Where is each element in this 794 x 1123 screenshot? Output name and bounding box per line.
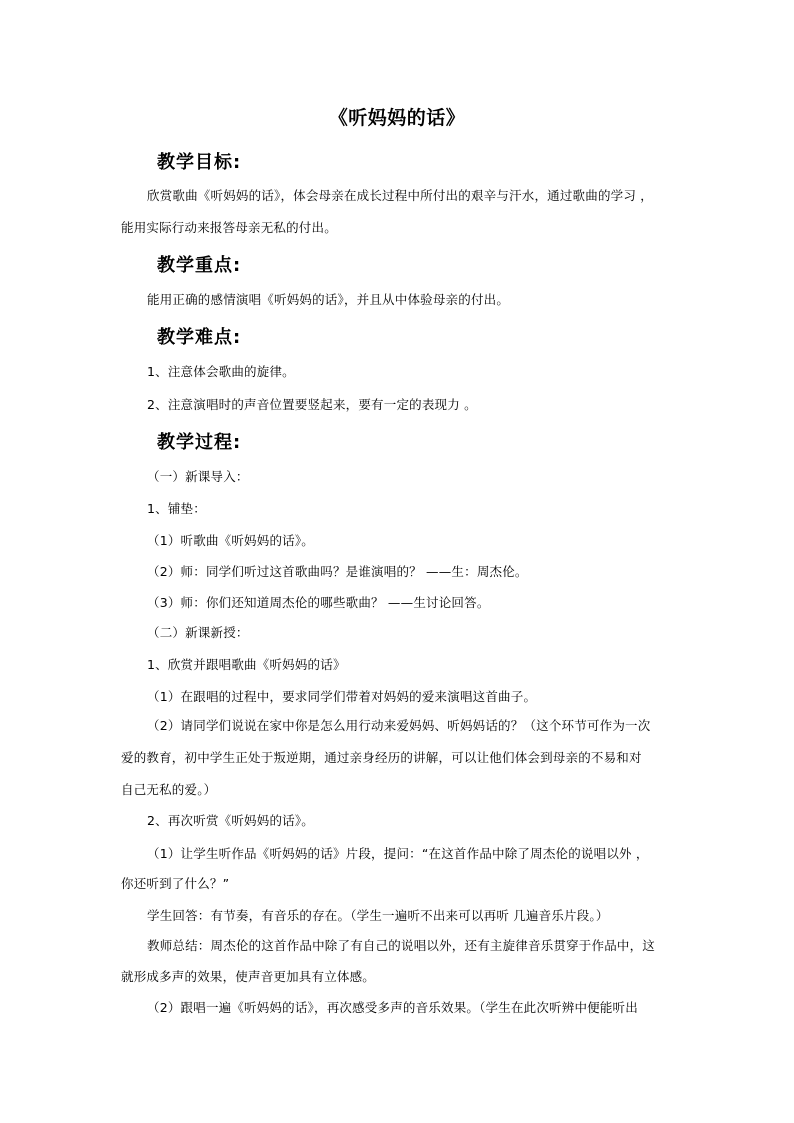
paragraph-line: （2）请同学们说说在家中你是怎么用行动来爱妈妈、听妈妈话的？（这个环节可作为一次 bbox=[147, 718, 651, 733]
paragraph-line: 2、再次听赏《听妈妈的话》。 bbox=[147, 813, 315, 828]
paragraph-line: 1、铺垫： bbox=[147, 501, 206, 516]
paragraph-line: 能用实际行动来报答母亲无私的付出。 bbox=[121, 220, 337, 235]
paragraph-line: 你还听到了什么？” bbox=[121, 876, 230, 891]
paragraph-line: 2、注意演唱时的声音位置要竖起来，要有一定的表现力 。 bbox=[147, 397, 477, 412]
paragraph-line: 能用正确的感情演唱《听妈妈的话》，并且从中体验母亲的付出。 bbox=[147, 292, 510, 307]
paragraph-line: 1、欣赏并跟唱歌曲《听妈妈的话》 bbox=[147, 657, 346, 672]
paragraph-line: 爱的教育，初中学生正处于叛逆期，通过亲身经历的讲解，可以让他们体会到母亲的不易和对 bbox=[121, 750, 642, 765]
paragraph-line: （一）新课导入： bbox=[147, 469, 249, 484]
paragraph-line: 就形成多声的效果，使声音更加具有立体感。 bbox=[121, 969, 376, 984]
paragraph-line: （2）师：同学们听过这首歌曲吗？是谁演唱的？ ——生：周杰伦。 bbox=[147, 564, 528, 579]
paragraph-line: （二）新课新授： bbox=[147, 625, 249, 640]
heading-objectives: 教学目标: bbox=[157, 152, 242, 173]
paragraph-line: 学生回答：有节奏，有音乐的存在。（学生一遍听不出来可以再听 几遍音乐片段。） bbox=[147, 908, 609, 923]
paragraph-line: 欣赏歌曲《听妈妈的话》，体会母亲在成长过程中所付出的艰辛与汗水，通过歌曲的学习 ， bbox=[147, 188, 653, 203]
paragraph-line: 自己无私的爱。） bbox=[121, 782, 217, 797]
document-title: 《听妈妈的话》 bbox=[328, 107, 466, 129]
paragraph-line: （1）在跟唱的过程中，要求同学们带着对妈妈的爱来演唱这首曲子。 bbox=[147, 689, 537, 704]
heading-key-points: 教学重点: bbox=[157, 255, 242, 276]
paragraph-line: （1）听歌曲《听妈妈的话》。 bbox=[147, 533, 315, 548]
paragraph-line: （1）让学生听作品《听妈妈的话》片段，提问：“在这首作品中除了周杰伦的说唱以外 ， bbox=[147, 846, 649, 861]
paragraph-line: （2）跟唱一遍《听妈妈的话》，再次感受多声的音乐效果。（学生在此次听辨中便能听出 bbox=[147, 1000, 638, 1015]
paragraph-line: 教师总结：周杰伦的这首作品中除了有自己的说唱以外，还有主旋律音乐贯穿于作品中，这 bbox=[147, 938, 656, 953]
paragraph-line: 1、注意体会歌曲的旋律。 bbox=[147, 364, 295, 379]
heading-difficulties: 教学难点: bbox=[157, 327, 242, 348]
heading-process: 教学过程: bbox=[157, 432, 242, 453]
paragraph-line: （3）师：你们还知道周杰伦的哪些歌曲？ ——生讨论回答。 bbox=[147, 595, 490, 610]
